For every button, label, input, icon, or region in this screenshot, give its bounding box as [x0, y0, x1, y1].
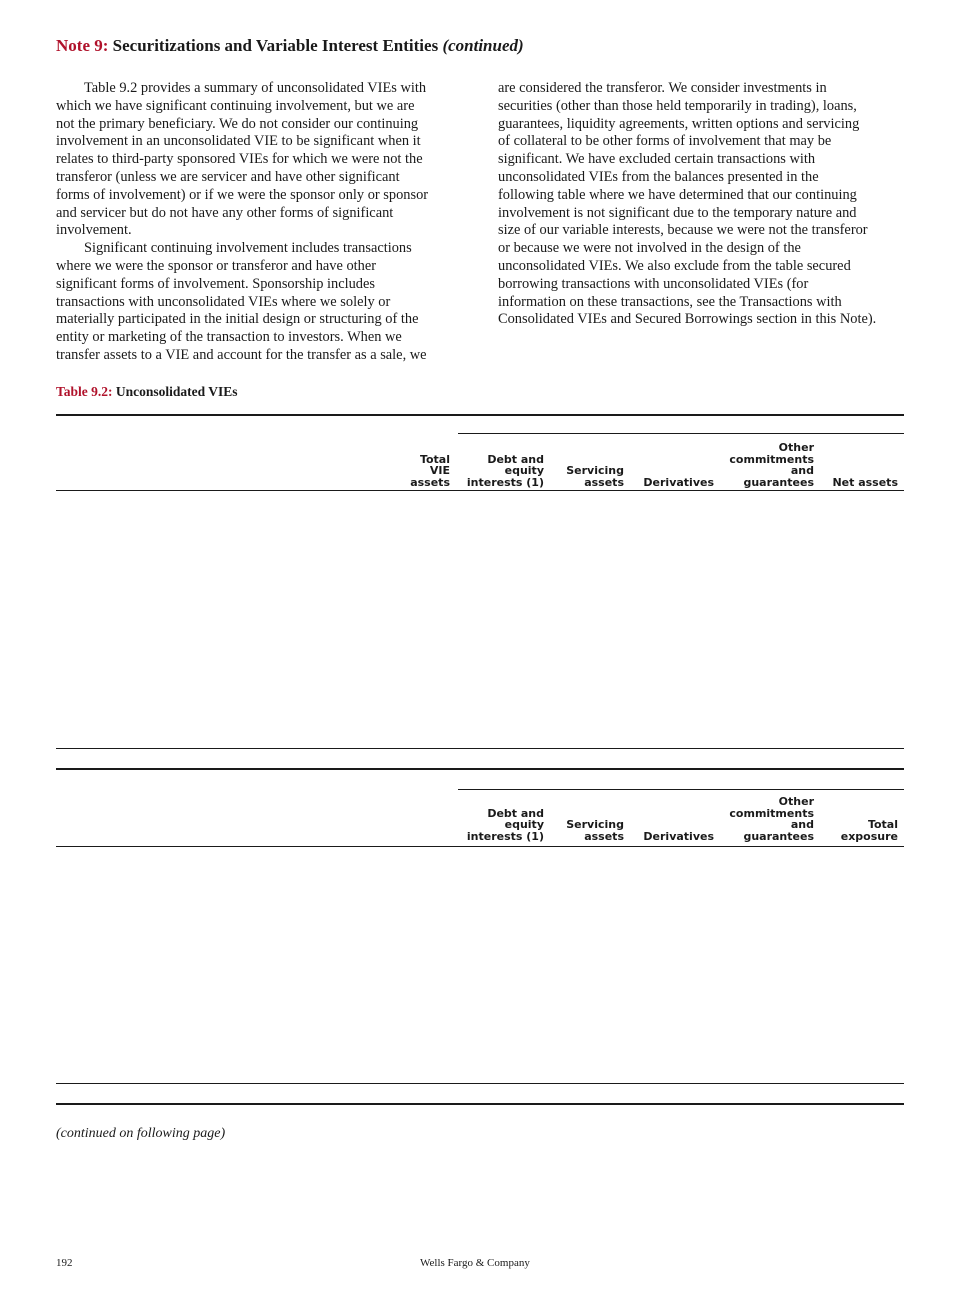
intro-left-column — [56, 80, 458, 365]
table-rule — [56, 1083, 904, 1084]
header-derivatives-line: Derivatives — [643, 829, 714, 843]
note-heading — [56, 36, 524, 56]
header-servicing-assets — [566, 465, 624, 488]
paragraph-line: unconsolidated VIEs from the balances presented in the — [498, 168, 819, 185]
header-servicing-assets-line: Servicing — [566, 464, 624, 477]
table-rule — [56, 748, 904, 749]
paragraph-line: or because we were not involved in the design of the — [498, 240, 801, 257]
paragraph-line: transfer assets to a VIE and account for the transfer as a sale, we — [56, 346, 427, 363]
header-other-commitments-line: Other — [778, 795, 814, 808]
paragraph-line: transferor (unless we are servicer and have other significant — [56, 168, 400, 185]
continued-note: (continued on following page) — [56, 1126, 226, 1141]
paragraph-line: involvement in an unconsolidated VIE to be significant when it — [56, 133, 421, 150]
header-total-vie-assets-line: VIE — [429, 464, 450, 477]
note-title: Securitizations and Variable Interest Entities — [112, 36, 439, 55]
header-debt-equity-line: interests (1) — [466, 829, 544, 843]
header-debt-equity-line: equity — [504, 464, 544, 477]
paragraph-line: securities (other than those held temporarily in trading), loans, — [498, 97, 857, 114]
header-debt-equity — [467, 808, 544, 843]
paragraph-line: involvement is not significant due to the temporary nature and — [498, 204, 857, 221]
header-other-commitments-line: commitments — [729, 452, 814, 466]
header-total-vie-assets — [410, 454, 450, 489]
header-derivatives — [643, 831, 714, 843]
header-other-commitments — [729, 442, 814, 488]
header-net-assets-line: Net assets — [832, 475, 898, 489]
header-debt-equity-line: Debt and — [487, 452, 544, 466]
header-debt-equity-line: equity — [504, 818, 544, 831]
paragraph-line: significant. We have excluded certain transactions with — [498, 151, 816, 168]
paragraph-line: size of our variable interests, because we were not the transferor — [498, 222, 868, 239]
header-net-assets — [832, 477, 898, 489]
carrying-value-table — [56, 412, 904, 772]
header-other-commitments-line: commitments — [729, 806, 814, 820]
paragraph-line: where we were the sponsor or transferor and have other — [56, 257, 377, 274]
paragraph-line: borrowing transactions with unconsolidated VIEs (for — [498, 275, 809, 292]
header-debt-equity-line: interests (1) — [466, 475, 544, 489]
paragraph-line: materially participated in the initial design or structuring of the — [56, 311, 419, 328]
table-title — [56, 384, 238, 400]
header-derivatives — [643, 477, 714, 489]
intro-right-column — [498, 80, 906, 329]
header-debt-equity-line: Debt and — [487, 806, 544, 820]
table-rule — [56, 846, 904, 847]
header-other-commitments-line: Other — [778, 441, 814, 454]
paragraph-line: unconsolidated VIEs. We also exclude from the table secured — [498, 257, 851, 274]
header-total-exposure — [841, 819, 898, 842]
header-other-commitments-line: and — [790, 464, 814, 477]
header-servicing-assets-line: assets — [584, 475, 624, 489]
table-rule — [458, 789, 904, 790]
table-rule — [56, 490, 904, 491]
table-name: Unconsolidated VIEs — [115, 384, 238, 399]
header-other-commitments-line: and — [790, 818, 814, 831]
table-number: Table 9.2: — [56, 384, 113, 399]
header-other-commitments-line: guarantees — [743, 829, 814, 843]
paragraph-line: following table where we have determined that our continuing — [498, 186, 857, 203]
paragraph-line: relates to third-party sponsored VIEs for which we were not the — [56, 151, 423, 168]
table-rule — [458, 433, 904, 434]
paragraph-line: are considered the transferor. We consider investments in — [498, 80, 827, 96]
header-servicing-assets-line: assets — [584, 829, 624, 843]
table-rule — [56, 414, 904, 416]
table-rule — [56, 1103, 904, 1105]
paragraph-line: information on these transactions, see the Transactions with — [498, 293, 842, 310]
header-other-commitments-line: guarantees — [743, 475, 814, 489]
page-number: 192 — [56, 1257, 73, 1269]
header-total-vie-assets-line: Total — [419, 452, 450, 466]
paragraph-line: Table 9.2 provides a summary of unconsolidated VIEs with — [84, 80, 427, 96]
header-total-vie-assets-line: assets — [410, 475, 450, 489]
header-total-exposure-line: Total — [867, 818, 898, 831]
maximum-exposure-table — [56, 768, 904, 1108]
paragraph-line: involvement. — [56, 222, 132, 239]
header-other-commitments — [729, 796, 814, 842]
footer-company: Wells Fargo & Company — [420, 1257, 530, 1269]
header-debt-equity — [467, 454, 544, 489]
paragraph-line: of collateral to be other forms of involvement that may be — [498, 133, 832, 150]
note-number: Note 9: — [56, 36, 109, 55]
header-servicing-assets-line: Servicing — [566, 818, 624, 831]
header-derivatives-line: Derivatives — [643, 475, 714, 489]
paragraph-line: Significant continuing involvement includes transactions — [84, 240, 412, 257]
paragraph-line: and servicer but do not have any other forms of significant — [56, 204, 394, 221]
paragraph-line: significant forms of involvement. Sponsorship includes — [56, 275, 375, 292]
header-servicing-assets — [566, 819, 624, 842]
paragraph-line: Consolidated VIEs and Secured Borrowings section in this Note). — [498, 311, 877, 328]
paragraph-line: transactions with unconsolidated VIEs where we solely or — [56, 293, 391, 310]
header-total-exposure-line: exposure — [840, 829, 898, 843]
paragraph-line: which we have significant continuing involvement, but we are — [56, 97, 415, 114]
paragraph-line: guarantees, liquidity agreements, written options and servicing — [498, 115, 860, 132]
paragraph-line: entity or marketing of the transaction to investors. When we — [56, 329, 402, 346]
note-suffix: (continued) — [442, 36, 524, 55]
paragraph-line: not the primary beneficiary. We do not consider our continuing — [56, 115, 419, 132]
paragraph-line: forms of involvement) or if we were the sponsor only or sponsor — [56, 186, 429, 203]
